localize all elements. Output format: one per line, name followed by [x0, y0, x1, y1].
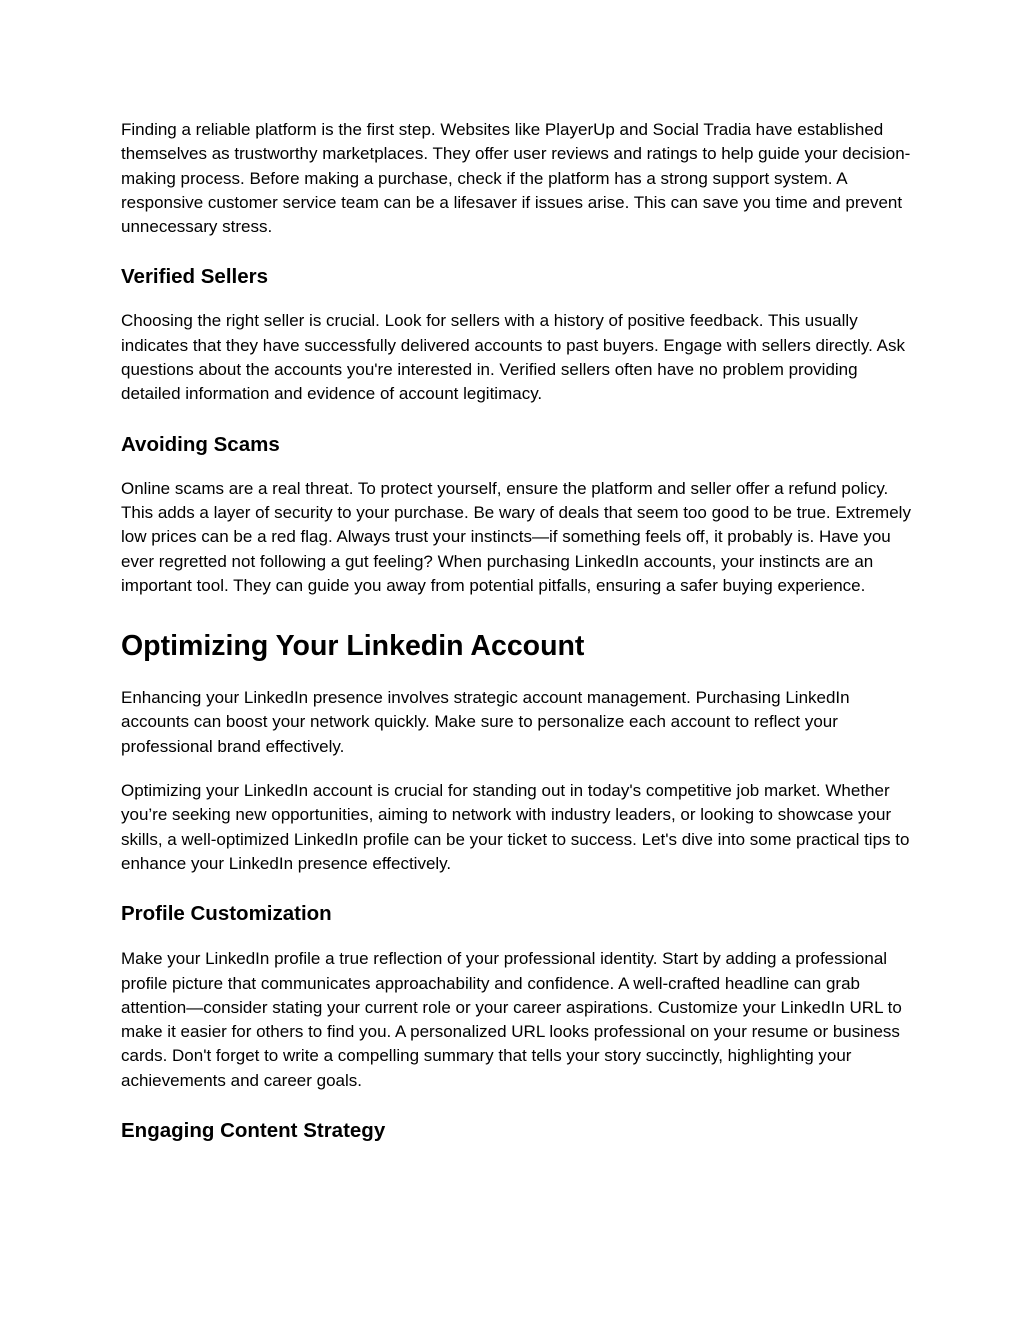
heading-optimizing-account: Optimizing Your Linkedin Account — [121, 630, 585, 663]
paragraph-profile-customization: Make your LinkedIn profile a true reflection of your professional identity. Start by adding a professional profile picture that communicates approachability and confidence. A well-crafted headline can grab attention—consider stating your current role or your career aspirations. Customize your LinkedIn URL to make it easier for others to find you. A personalized URL looks professional on your resume or business cards. Don't forget to write a compelling summary that tells your story succinctly, highlighting your achievements and career goals. — [121, 949, 902, 1090]
heading-verified-sellers: Verified Sellers — [121, 265, 269, 289]
heading-profile-customization: Profile Customization — [121, 902, 332, 926]
paragraph-platform: Finding a reliable platform is the first step. Websites like PlayerUp and Social Tradia have established themselves as trustworthy marketplaces. They offer user reviews and ratings to help guide your decision-making process. Before making a purchase, check if the platform has a strong support system. A responsive customer service team can be a lifesaver if issues arise. This can save you time and prevent unnecessary stress. — [121, 120, 911, 237]
heading-engaging-content-strategy: Engaging Content Strategy — [121, 1119, 386, 1143]
paragraph-optimizing-body: Optimizing your LinkedIn account is crucial for standing out in today's competitive job market. Whether you’re seeking new opportunities, aiming to network with industry leaders, or looking to showcase your skills, a well-optimized LinkedIn profile can be your ticket to success. Let's dive into some practical tips to enhance your LinkedIn presence effectively. — [121, 781, 910, 873]
paragraph-avoiding-scams: Online scams are a real threat. To protect yourself, ensure the platform and seller offer a refund policy. This adds a layer of security to your purchase. Be wary of deals that seem too good to be true. Extremely low prices can be a red flag. Always trust your instincts—if something feels off, it probably is. Have you ever regretted not following a gut feeling? When purchasing LinkedIn accounts, your instincts are an important tool. They can guide you away from potential pitfalls, ensuring a safer buying experience. — [121, 478, 911, 595]
paragraph-verified-sellers: Choosing the right seller is crucial. Look for sellers with a history of positive feedback. This usually indicates that they have successfully delivered accounts to past buyers. Engage with sellers directly. Ask questions about the accounts you're interested in. Verified sellers often have no problem providing detailed information and evidence of account legitimacy. — [121, 311, 905, 404]
paragraph-optimizing-intro: Enhancing your LinkedIn presence involves strategic account management. Purchasing LinkedIn accounts can boost your network quickly. Make sure to personalize each account to reflect your professional brand effectively. — [121, 688, 850, 756]
heading-avoiding-scams: Avoiding Scams — [121, 432, 280, 456]
document-page — [121, 118, 911, 1144]
